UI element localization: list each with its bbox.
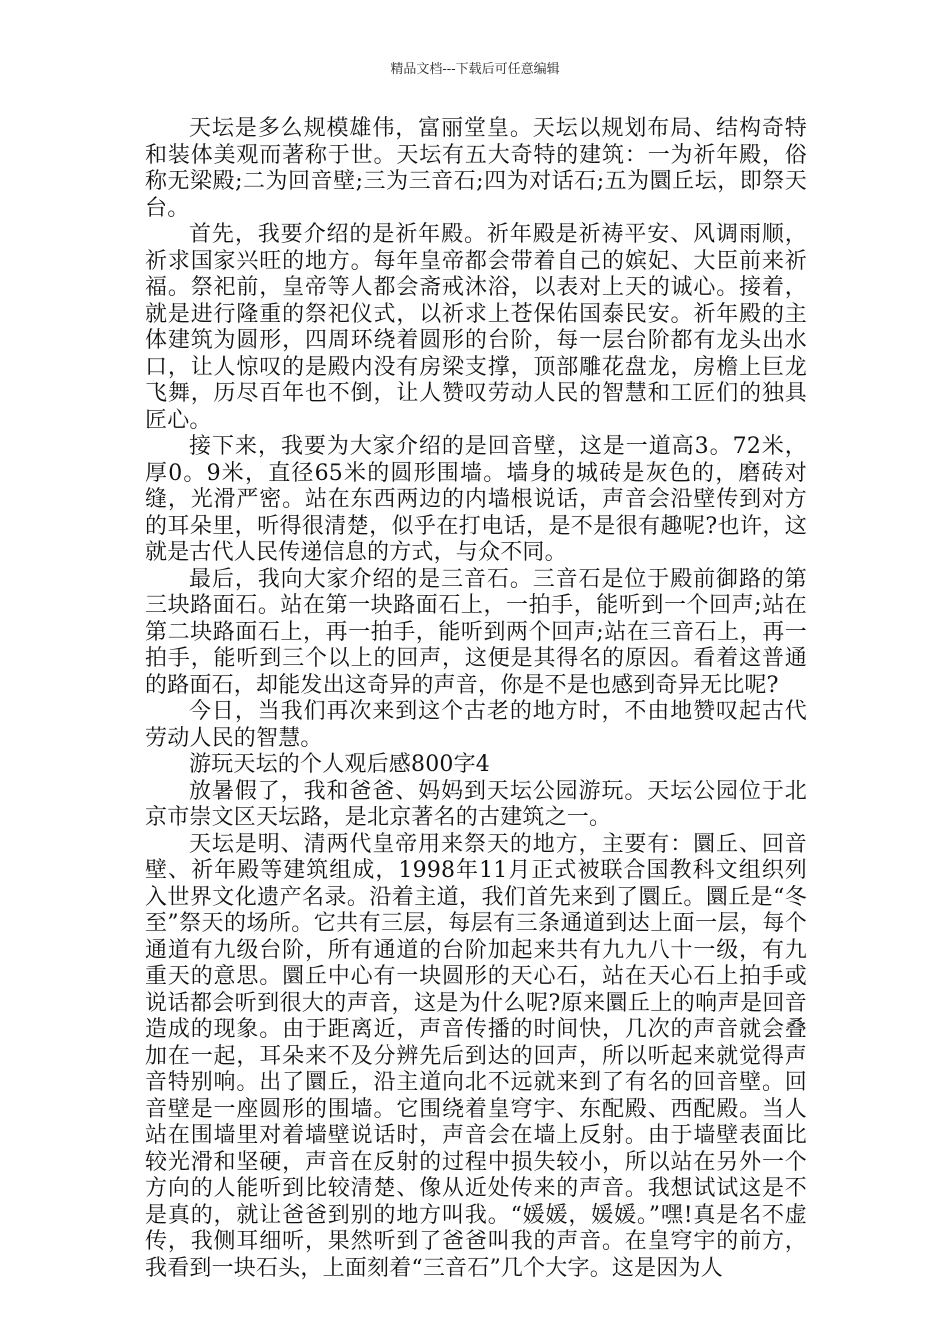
- paragraph-sanyinshi: 最后，我向大家介绍的是三音石。三音石是位于殿前御路的第三块路面石。站在第一块路面石上，一拍手，能听到一个回声;站在第二块路面石上，再一拍手，能听到两个回声;站在三音石上，再一拍手，能听到三个以上的回声，这便是其得名的原因。看着这普通的路面石，却能发出这奇异的声音，你是不是也感到奇异无比呢?: [145, 566, 807, 698]
- section-title: 游玩天坛的个人观后感800字4: [189, 752, 490, 777]
- paragraph-summer-trip: 放暑假了，我和爸爸、妈妈到天坛公园游玩。天坛公园位于北京市崇文区天坛路，是北京著名的古建筑之一。: [145, 778, 807, 830]
- paragraph-huiyinbi: 接下来，我要为大家介绍的是回音壁，这是一道高3。72米，厚0。9米，直径65米的圆形围墙。墙身的城砖是灰色的，磨砖对缝，光滑严密。站在东西两边的内墙根说话，声音会沿壁传到对方的耳朵里，听得很清楚，似乎在打电话，是不是很有趣呢?也许，这就是古代人民传递信息的方式，与众不同。: [145, 434, 807, 565]
- document-body: [145, 116, 807, 1282]
- paragraph-conclusion: 今日，当我们再次来到这个古老的地方时，不由地赞叹起古代劳动人民的智慧。: [145, 699, 807, 751]
- paragraph-tiantan-details: 天坛是明、清两代皇帝用来祭天的地方，主要有：圜丘、回音壁、祈年殿等建筑组成，1998年11月正式被联合国教科文组织列入世界文化遗产名录。沿着主道，我们首先来到了圜丘。圜丘是“冬至”祭天的场所。它共有三层，每层有三条通道到达上面一层，每个通道有九级台阶，所有通道的台阶加起来共有九九八十一级，有九重天的意思。圜丘中心有一块圆形的天心石，站在天心石上拍手或说话都会听到很大的声音，这是为什么呢?原来圜丘上的响声是回音造成的现象。由于距离近，声音传播的时间快，几次的声音就会叠加在一起，耳朵来不及分辨先后到达的回声，所以听起来就觉得声音特别响。出了圜丘，沿主道向北不远就来到了有名的回音壁。回音壁是一座圆形的围墙。它围绕着皇穹宇、东配殿、西配殿。当人站在围墙里对着墙壁说话时，声音会在墙上反射。由于墙壁表面比较光滑和坚硬，声音在反射的过程中损失较小，所以站在另外一个方向的人能听到比较清楚、像从近处传来的声音。我想试试这是不是真的，就让爸爸到别的地方叫我。“媛媛，媛媛。”嘿!真是名不虚传，我侧耳细听，果然听到了爸爸叫我的声音。在皇穹宇的前方，我看到一块石头，上面刻着“三音石”几个大字。这是因为人: [145, 831, 807, 1281]
- page-header: 精品文档---下载后可任意编辑: [390, 62, 560, 77]
- paragraph-qiniandian: 首先，我要介绍的是祈年殿。祈年殿是祈祷平安、风调雨顺，祈求国家兴旺的地方。每年皇帝都会带着自己的嫔妃、大臣前来祈福。祭祀前，皇帝等人都会斋戒沐浴，以表对上天的诚心。接着，就是进行隆重的祭祀仪式，以祈求上苍保佑国泰民安。祈年殿的主体建筑为圆形，四周环绕着圆形的台阶，每一层台阶都有龙头出水口，让人惊叹的是殿内没有房梁支撑，顶部雕花盘龙，房檐上巨龙飞舞，历尽百年也不倒，让人赞叹劳动人民的智慧和工匠们的独具匠心。: [145, 222, 807, 433]
- paragraph-intro: 天坛是多么规模雄伟，富丽堂皇。天坛以规划布局、结构奇特和装体美观而著称于世。天坛有五大奇特的建筑：一为祈年殿，俗称无梁殿;二为回音壁;三为三音石;四为对话石;五为圜丘坛，即祭天台。: [145, 116, 807, 221]
